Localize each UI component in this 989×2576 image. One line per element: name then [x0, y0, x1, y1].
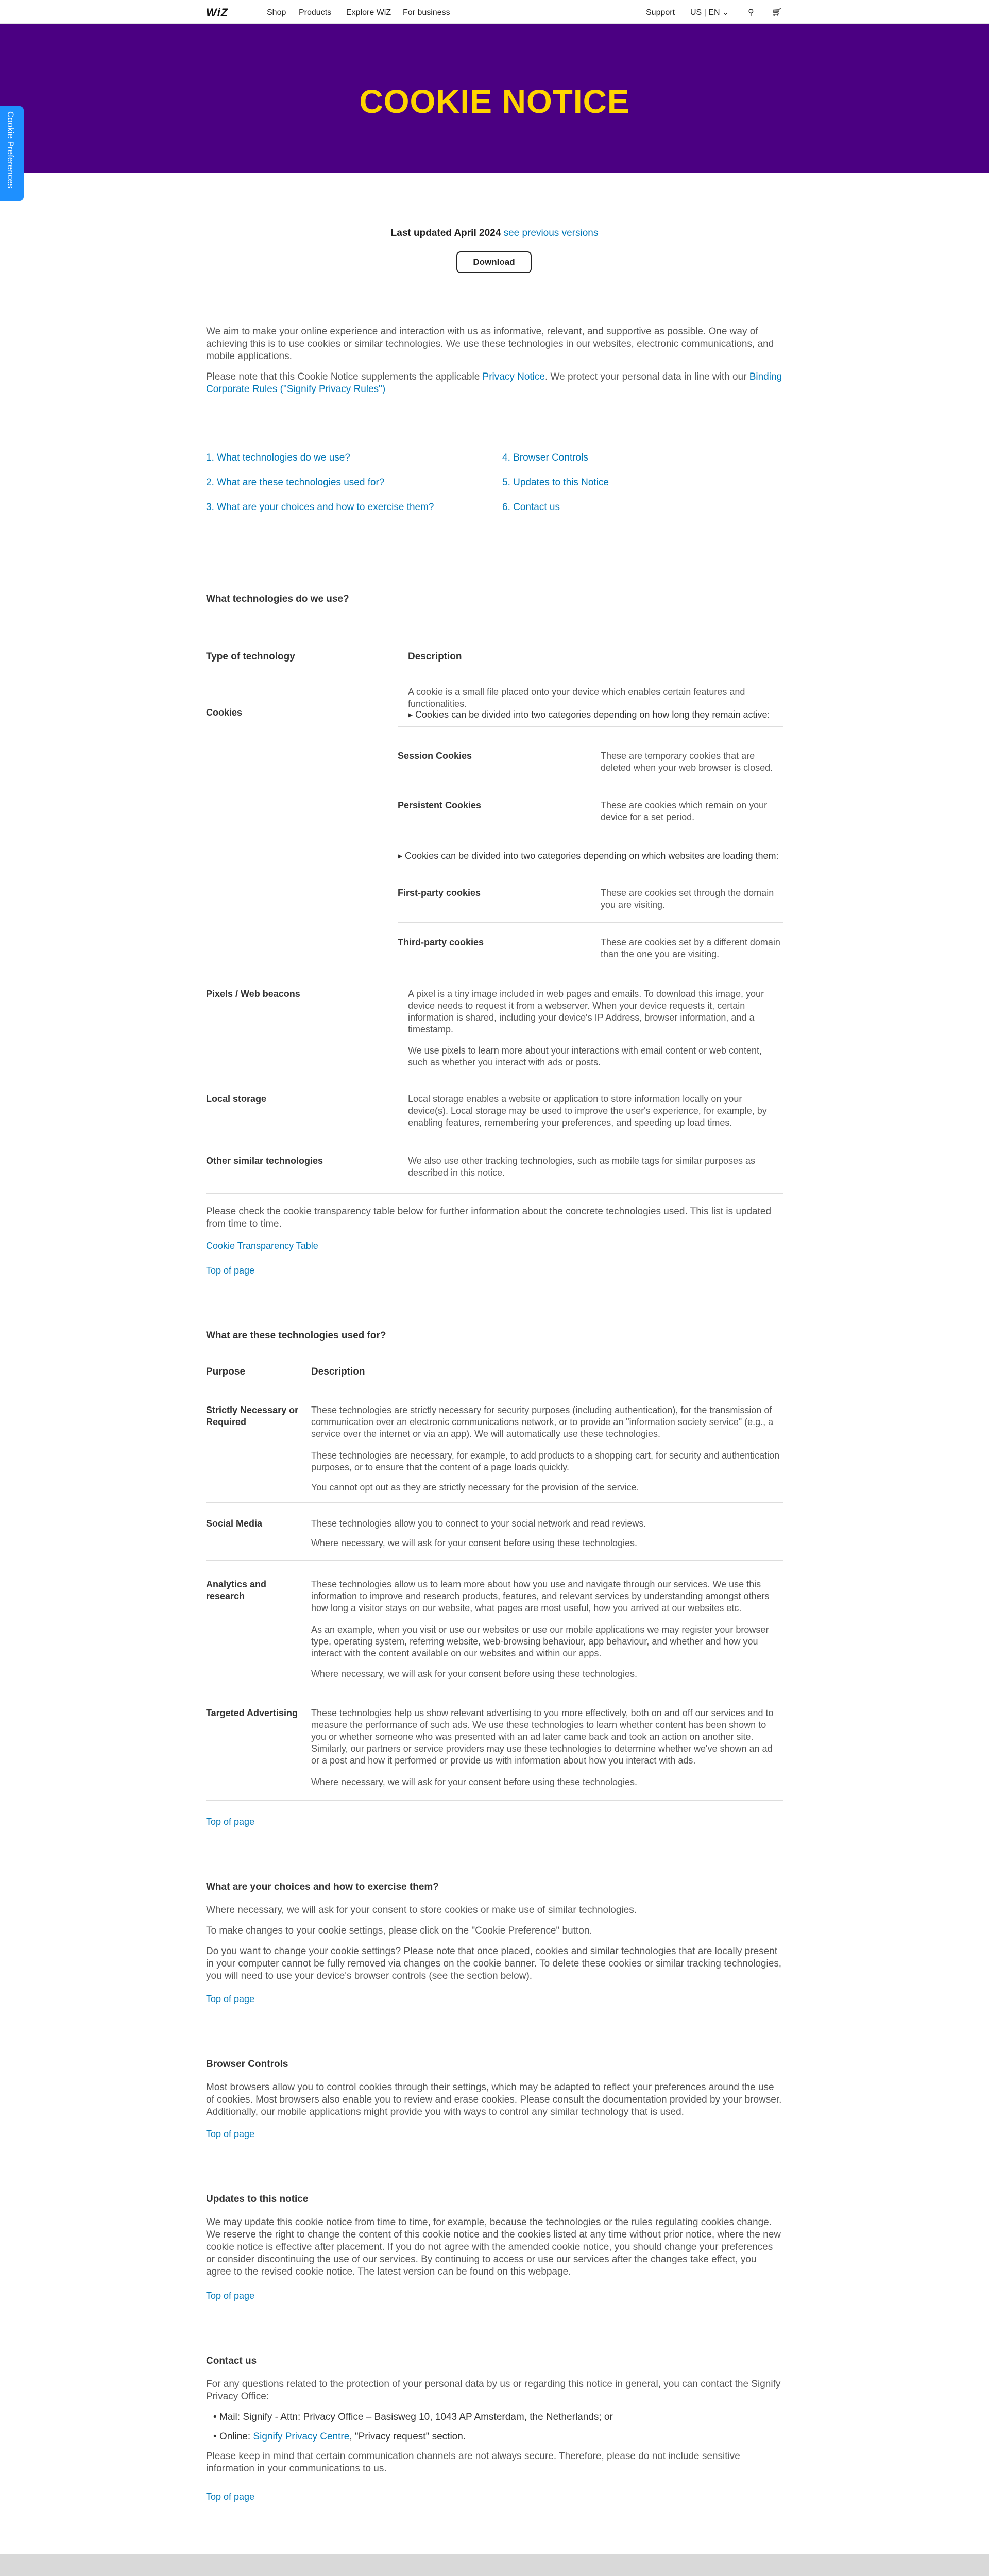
section-title-contact: Contact us — [206, 2355, 257, 2366]
wiz-logo[interactable]: WiZ — [206, 6, 229, 19]
contact-bullet-mail: • Mail: Signify - Attn: Privacy Office – Basisweg 10, 1043 AP Amsterdam, the Netherlands; or — [213, 2412, 613, 2422]
previous-versions-link[interactable]: see previous versions — [503, 228, 599, 239]
divider — [206, 1502, 783, 1503]
section-title-choices: What are your choices and how to exercise them? — [206, 1882, 439, 1892]
advertising-desc-1: These technologies help us show relevant advertising to you more effectively, both on and off our services and to measure the performance of such ads. We use these technologies to learn whether content has been shown to you or whether someone who was presented with an ad later came back and took an action on another site. Similarly, our partners or service providers may use these technologies to determine whether we've shown an ad or a post and how it performed or provide us with information about how you interact with ads. — [311, 1708, 774, 1766]
local-storage-desc: Local storage enables a website or application to store information locally on your device(s). Local storage may be used to improve the user's experience, for example, by enabling features, remembering your preferences, and speeding up load times. — [408, 1094, 767, 1128]
cookies-desc: A cookie is a small file placed onto your device which enables certain features and functionalities. — [408, 687, 745, 709]
advertising-desc-2: Where necessary, we will ask for your consent before using these technologies. — [311, 1777, 637, 1787]
intro-paragraph: We aim to make your online experience and interaction with us as informative, relevant, and supportive as possible. One way of achieving this is to use cookies or similar technologies. We use these technologies in our websites, electronic communications, and mobile applications. — [206, 326, 774, 362]
updates-p1: We may update this cookie notice from time to time, for example, because the technologies or the rules regulating cookies change. We reserve the right to change the content of this cookie notice and the cookies listed at any time without prior notice, where the new cookie notice is effective after placement. If you do not agree with the amended cookie notice, you should change your preferences or consider discontinuing the use of our services. By continuing to access or use our services after the changes take effect, you agree to the revised cookie notice. The latest version can be found on this webpage. — [206, 2217, 781, 2277]
purpose-strictly-necessary: Strictly Necessary or Required — [206, 1405, 299, 1427]
top-of-page-link-2[interactable]: Top of page — [206, 1817, 255, 1827]
analytics-desc-3: Where necessary, we will ask for your consent before using these technologies. — [311, 1669, 637, 1679]
purpose-analytics: Analytics and research — [206, 1579, 267, 1601]
intro-paragraph-2 — [206, 371, 783, 396]
privacy-notice-link[interactable]: Privacy Notice — [482, 371, 545, 382]
row-cookies-label: Cookies — [206, 707, 243, 718]
search-icon[interactable]: ⚲ — [748, 8, 754, 17]
analytics-desc-1: These technologies allow us to learn more about how you use and navigate through our services. We use this information to improve and research products, features, and relevant services by understanding amongst others how long a visitor stays on our website, what pages are most useful, how you arrived at our websites etc. — [311, 1579, 770, 1613]
third-party-label: Third-party cookies — [398, 937, 484, 947]
row-pixels-label: Pixels / Web beacons — [206, 989, 300, 999]
session-cookies-label: Session Cookies — [398, 751, 472, 761]
strictly-desc-3: You cannot opt out as they are strictly necessary for the provision of the service. — [311, 1482, 639, 1493]
last-updated-text: Last updated April 2024 — [390, 228, 501, 239]
cookies-bullet-1-text: Cookies can be divided into two categories depending on how long they remain active: — [415, 709, 770, 720]
hero-banner — [0, 24, 989, 173]
col-description: Description — [408, 651, 462, 662]
cookies-bullet-2-text: Cookies can be divided into two categories depending on which websites are loading them: — [405, 851, 779, 861]
binding-rules-link[interactable]: Binding Corporate Rules ("Signify Privacy Rules") — [206, 371, 782, 395]
divider — [206, 1800, 783, 1801]
cookies-bullet-2: ▸ Cookies can be divided into two categories depending on which websites are loading them: — [398, 851, 779, 861]
chevron-down-icon: ⌄ — [722, 8, 729, 17]
divider — [398, 922, 783, 923]
cookie-transparency-link[interactable]: Cookie Transparency Table — [206, 1241, 318, 1251]
version-history-section — [0, 2554, 989, 2576]
first-party-desc: These are cookies set through the domain you are visiting. — [601, 888, 774, 910]
pixels-desc-2: We use pixels to learn more about your interactions with email content or web content, such as whether you interact with ads or posts. — [408, 1045, 762, 1067]
nav-for-business[interactable]: For business — [403, 8, 450, 17]
contact-online-prefix: Online: — [219, 2431, 253, 2442]
choices-p3: Do you want to change your cookie settings? Please note that once placed, cookies and similar technologies that are locally present in your computer cannot be fully removed via changes on the cookie banner. To delete these cookies or similar tracking technologies, you will need to use your device's browser controls (see the section below). — [206, 1946, 782, 1981]
nav-shop[interactable]: Shop — [267, 8, 286, 17]
top-of-page-link-3[interactable]: Top of page — [206, 1994, 255, 2004]
section-title-browser-controls: Browser Controls — [206, 2059, 288, 2070]
col-description-2: Description — [311, 1366, 365, 1377]
strictly-desc-2: These technologies are necessary, for example, to add products to a shopping cart, for security and authentication purposes, or to ensure that the content of a page loads quickly. — [311, 1450, 780, 1472]
strictly-desc-1: These technologies are strictly necessary for security purposes (including authentication), for the transmission of communication over an electronic communications network, or to provide an "information society service" (e.g., a service over the internet or via an app). We will automatically use these technologies. — [311, 1405, 774, 1439]
nav-explore-wiz[interactable]: Explore WiZ — [346, 8, 391, 17]
section-title-uses: What are these technologies used for? — [206, 1330, 386, 1341]
toc-item-4[interactable]: 4. Browser Controls — [502, 452, 588, 463]
intro-text-a: Please note that this Cookie Notice supplements the applicable — [206, 371, 483, 382]
nav-products[interactable]: Products — [299, 8, 332, 17]
top-of-page-link-5[interactable]: Top of page — [206, 2291, 255, 2301]
contact-online-suffix: , "Privacy request" section. — [349, 2431, 466, 2442]
first-party-label: First-party cookies — [398, 888, 481, 898]
divider — [206, 1560, 783, 1561]
row-other-label: Other similar technologies — [206, 1156, 323, 1166]
analytics-desc-2: As an example, when you visit or use our websites or use our mobile applications we may register your browser type, operating system, referring website, web-browsing behaviour, app behaviour, and whether and how you interact with the content available on our websites and within our apps. — [311, 1624, 769, 1658]
divider — [206, 1193, 783, 1194]
cookie-preferences-label: Cookie Preferences — [5, 111, 15, 189]
download-button[interactable]: Download — [456, 251, 532, 273]
toc-item-3[interactable]: 3. What are your choices and how to exercise them? — [206, 502, 434, 513]
choices-p1: Where necessary, we will ask for your consent to store cookies or make use of similar technologies. — [206, 1905, 637, 1916]
persistent-cookies-desc: These are cookies which remain on your device for a set period. — [601, 800, 768, 822]
section-title-technologies: What technologies do we use? — [206, 594, 349, 604]
social-desc-2: Where necessary, we will ask for your consent before using these technologies. — [311, 1538, 637, 1548]
purpose-targeted-advertising: Targeted Advertising — [206, 1708, 298, 1718]
col-purpose: Purpose — [206, 1366, 246, 1377]
top-of-page-link-6[interactable]: Top of page — [206, 2492, 255, 2502]
privacy-centre-link[interactable]: Signify Privacy Centre — [253, 2431, 350, 2442]
social-desc-1: These technologies allow you to connect to your social network and read reviews. — [311, 1518, 646, 1529]
contact-mail-text: Mail: Signify - Attn: Privacy Office – Basisweg 10, 1043 AP Amsterdam, the Netherlands; or — [219, 2412, 613, 2422]
top-of-page-link-1[interactable]: Top of page — [206, 1265, 255, 1276]
pixels-desc-1: A pixel is a tiny image included in web pages and emails. To download this image, your device needs to request it from a webserver. When your device requests it, certain information is shared, including your device's IP Address, browser information, and a timestamp. — [408, 989, 764, 1035]
choices-p2: To make changes to your cookie settings, please click on the "Cookie Preference" button. — [206, 1925, 592, 1936]
locale-selector[interactable] — [690, 7, 729, 19]
nav-support[interactable]: Support — [646, 8, 675, 17]
transparency-note: Please check the cookie transparency table below for further information about the concrete technologies used. This list is updated from time to time. — [206, 1206, 772, 1229]
top-nav — [0, 0, 989, 24]
page-title: COOKIE NOTICE — [359, 83, 630, 120]
browser-controls-p1: Most browsers allow you to control cookies through their settings, which may be adapted to reflect your preferences around the use of cookies. Most browsers also enable you to review and erase cookies. Please consult the documentation provided by your browser. Additionally, our mobile applications might provide you with ways to control any similar technology that is used. — [206, 2082, 782, 2117]
other-desc: We also use other tracking technologies, such as mobile tags for similar purposes as described in this notice. — [408, 1156, 755, 1178]
row-local-storage-label: Local storage — [206, 1094, 267, 1104]
contact-bullet-online: • Online: Signify Privacy Centre, "Privacy request" section. — [213, 2431, 466, 2442]
intro-text-b: . We protect your personal data in line with our — [544, 371, 749, 382]
third-party-desc: These are cookies set by a different domain than the one you are visiting. — [601, 937, 780, 959]
persistent-cookies-label: Persistent Cookies — [398, 800, 482, 810]
purpose-social-media: Social Media — [206, 1518, 263, 1529]
section-title-updates: Updates to this notice — [206, 2194, 309, 2205]
contact-p1: For any questions related to the protection of your personal data by us or regarding this notice in general, you can contact the Signify Privacy Office: — [206, 2379, 781, 2402]
toc-item-6[interactable]: 6. Contact us — [502, 502, 560, 513]
divider — [398, 726, 783, 727]
session-cookies-desc: These are temporary cookies that are deleted when your web browser is closed. — [601, 751, 773, 773]
cart-icon[interactable]: 🛒︎ — [772, 8, 782, 17]
toc-item-2[interactable]: 2. What are these technologies used for? — [206, 477, 385, 488]
col-type: Type of technology — [206, 651, 295, 662]
toc-item-1[interactable]: 1. What technologies do we use? — [206, 452, 350, 463]
locale-label: US | EN — [690, 8, 720, 17]
cookies-bullet-1: ▸ Cookies can be divided into two categories depending on how long they remain active: — [408, 709, 770, 720]
toc-item-5[interactable]: 5. Updates to this Notice — [502, 477, 609, 488]
contact-p2: Please keep in mind that certain communication channels are not always secure. Therefore, please do not include sensitive information in your communications to us. — [206, 2451, 740, 2474]
last-updated — [0, 227, 989, 240]
cookie-preferences-tab[interactable] — [0, 106, 24, 201]
top-of-page-link-4[interactable]: Top of page — [206, 2129, 255, 2139]
